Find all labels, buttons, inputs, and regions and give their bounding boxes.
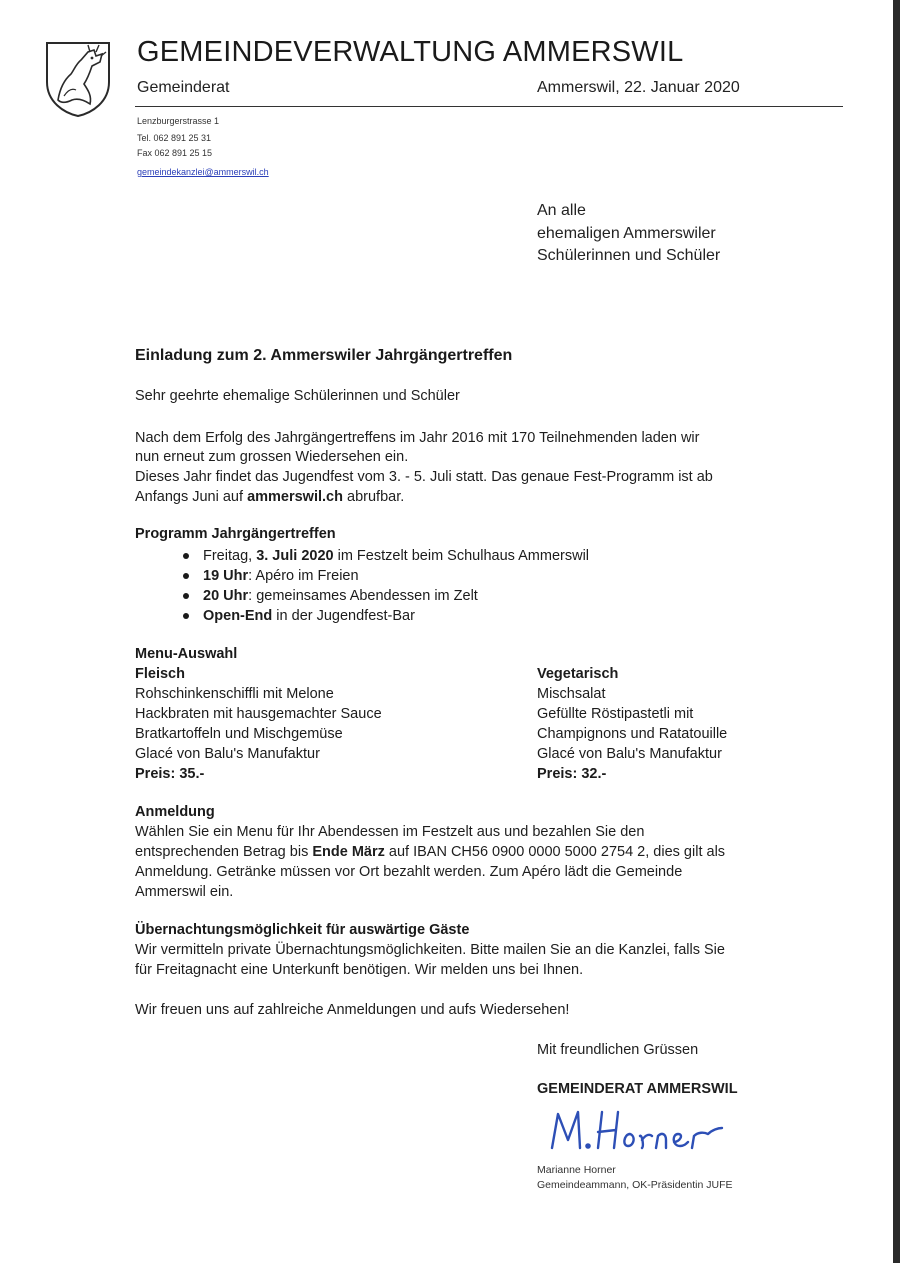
menu-item: Rohschinkenschiffli mit Melone [135,686,334,702]
menu-meat-title: Fleisch [135,666,185,682]
menu-item: Gefüllte Röstipastetli mit [537,706,694,722]
registration-line-1: Wählen Sie ein Menu für Ihr Abendessen im Festzelt aus und bezahlen Sie den [135,824,645,840]
intro-line-2: nun erneut zum grossen Wiedersehen ein. [135,449,409,465]
intro-line-4-end: abrufbar. [342,489,405,505]
menu-heading: Menu-Auswahl [135,646,238,662]
intro-line-1: Nach dem Erfolg des Jahrgängertreffens im Jahr 2016 mit 170 Teilnehmenden laden wir [135,430,700,446]
menu-item: Glacé von Balu's Manufaktur [537,746,722,762]
closing-text: Wir freuen uns auf zahlreiche Anmeldungen und aufs Wiedersehen! [135,1002,570,1018]
lodging-heading: Übernachtungsmöglichkeit für auswärtige Gäste [135,922,470,938]
handwritten-signature [546,1100,726,1160]
letter-date: Ammerswil, 22. Januar 2020 [537,79,740,96]
signatory-name: Marianne Horner [537,1164,616,1176]
website-text: ammerswil.ch [247,489,343,505]
intro-line-4-text: Anfangs Juni auf [135,489,248,505]
program-item-bold: 3. Juli 2020 [256,548,334,564]
intro-line-4 [135,488,404,508]
bullet-icon [183,573,189,579]
page-edge [893,0,900,1263]
program-item [183,606,589,626]
contact-street: Lenzburgerstrasse 1 [137,116,220,126]
menu-item: Bratkartoffeln und Mischgemüse [135,726,343,742]
intro-line-3: Dieses Jahr findet das Jugendfest vom 3. - 5. Juli statt. Das genaue Fest-Programm ist ab [135,469,713,485]
registration-line-2 [135,843,725,863]
menu-item: Mischsalat [537,686,606,702]
menu-meat-column [135,664,382,784]
menu-item: Glacé von Balu's Manufaktur [135,746,320,762]
registration-line-4: Ammerswil ein. [135,884,234,900]
contact-tel: Tel. 062 891 25 31 [137,133,212,143]
lodging-line-1: Wir vermitteln private Übernachtungsmöglichkeiten. Bitte mailen Sie an die Kanzlei, falls Sie [135,942,725,958]
recipient-line-3: Schülerinnen und Schüler [537,247,721,264]
recipient-line-2: ehemaligen Ammerswiler [537,225,716,242]
menu-veg-title: Vegetarisch [537,666,619,682]
council-name: GEMEINDERAT AMMERSWIL [537,1081,738,1097]
municipal-crest-icon [44,40,112,118]
program-heading: Programm Jahrgängertreffen [135,526,336,542]
registration-heading: Anmeldung [135,804,215,820]
program-item-text-end: : Apéro im Freien [248,568,359,584]
program-item [183,566,589,586]
menu-veg-price: Preis: 32.- [537,766,607,782]
registration-line-3: Anmeldung. Getränke müssen vor Ort bezahlt werden. Zum Apéro lädt die Gemeinde [135,864,683,880]
program-item-bold: Open-End [203,608,273,624]
bullet-icon [183,613,189,619]
menu-veg-column [537,664,727,784]
bullet-icon [183,553,189,559]
menu-item: Hackbraten mit hausgemachter Sauce [135,706,382,722]
letter-subject: Einladung zum 2. Ammerswiler Jahrgängertreffen [135,347,513,364]
program-item-text-end: in der Jugendfest-Bar [272,608,415,624]
bullet-icon [183,593,189,599]
header-divider [135,106,843,107]
salutation: Sehr geehrte ehemalige Schülerinnen und Schüler [135,388,460,404]
menu-item: Champignons und Ratatouille [537,726,728,742]
deadline-text: Ende März [312,844,385,860]
registration-text: entsprechenden Betrag bis [135,844,313,860]
contact-fax: Fax 062 891 25 15 [137,148,213,158]
program-item-bold: 19 Uhr [203,568,249,584]
program-list [183,546,589,626]
org-subtitle: Gemeinderat [137,79,230,96]
org-title: GEMEINDEVERWALTUNG AMMERSWIL [137,36,684,68]
recipient-line-1: An alle [537,202,586,219]
greeting-text: Mit freundlichen Grüssen [537,1042,699,1058]
signatory-role: Gemeindeammann, OK-Präsidentin JUFE [537,1179,733,1191]
registration-text-end: auf IBAN CH56 0900 0000 5000 2754 2, dies gilt als [384,844,726,860]
program-item-text: Freitag, [203,548,257,564]
program-item-bold: 20 Uhr [203,588,249,604]
program-item [183,586,589,606]
lodging-line-2: für Freitagnacht eine Unterkunft benötigen. Wir melden uns bei Ihnen. [135,962,584,978]
program-item [183,546,589,566]
program-item-text-end: im Festzelt beim Schulhaus Ammerswil [333,548,590,564]
menu-meat-price: Preis: 35.- [135,766,205,782]
program-item-text-end: : gemeinsames Abendessen im Zelt [248,588,478,604]
contact-email-link[interactable]: gemeindekanzlei@ammerswil.ch [137,167,269,177]
